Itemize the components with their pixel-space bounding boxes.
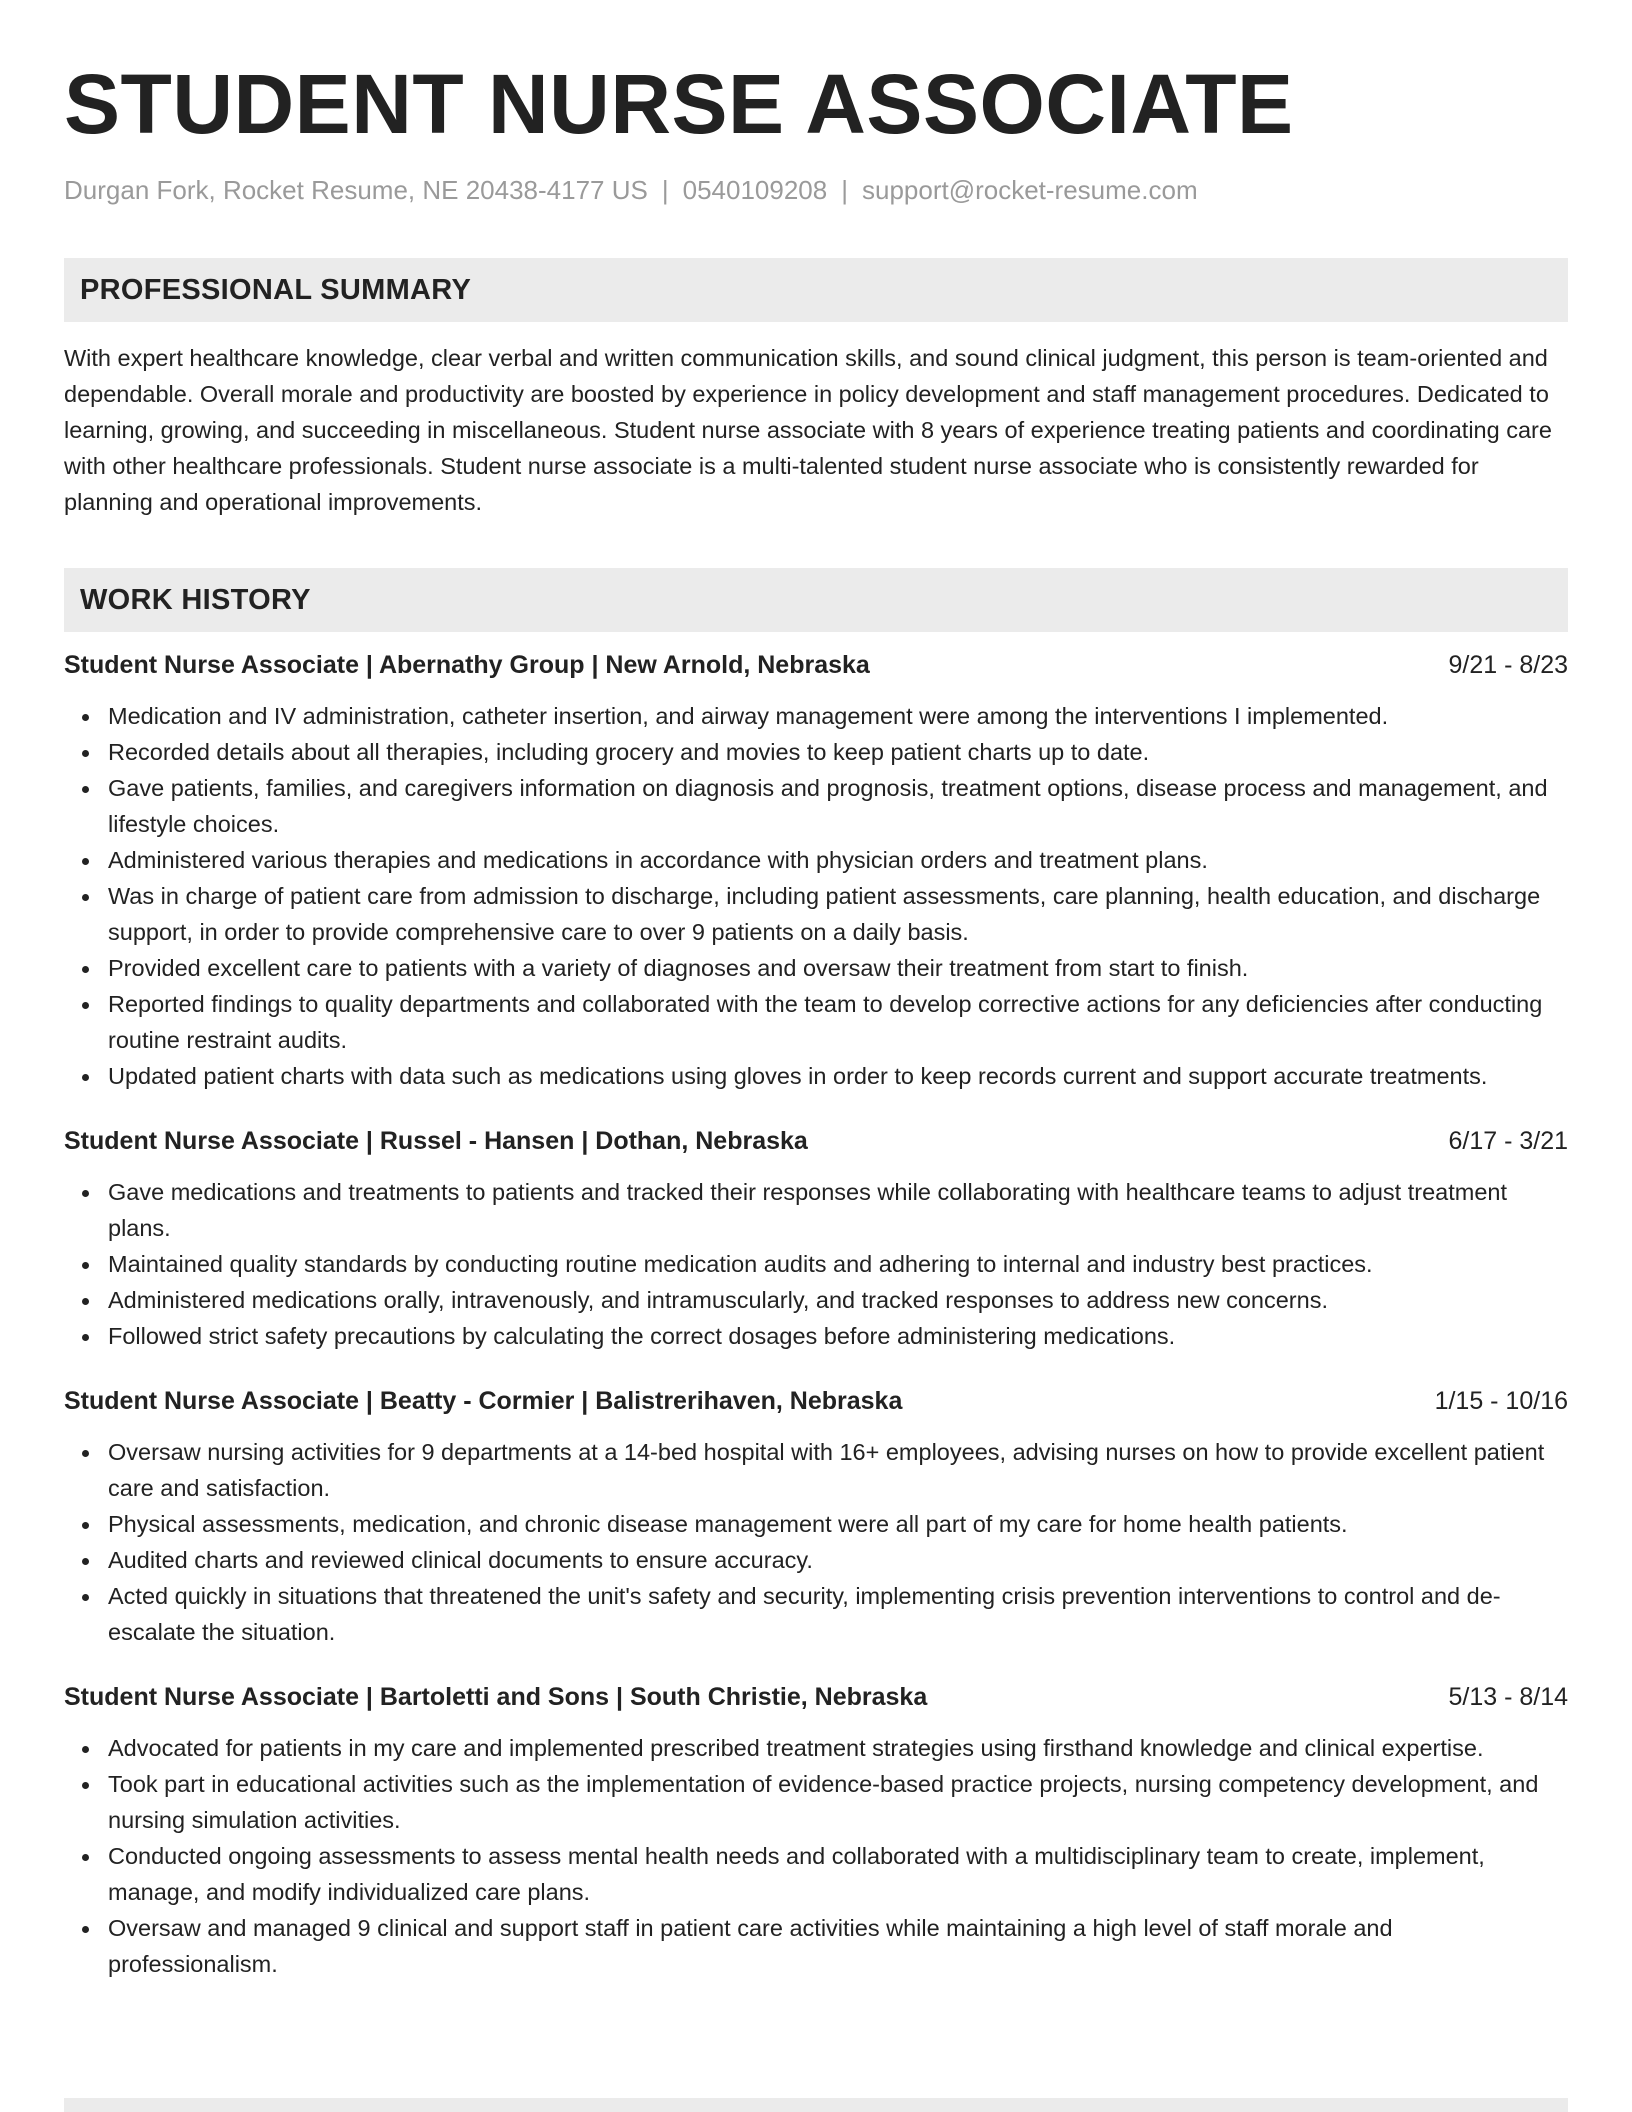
job-bullet: Physical assessments, medication, and chronic disease management were all part of my care for home health patients. — [108, 1506, 1568, 1542]
job-header — [64, 1124, 1568, 1158]
job-header — [64, 1384, 1568, 1418]
job-dates: 9/21 - 8/23 — [1448, 651, 1568, 679]
job-title: Student Nurse Associate | Russel - Hansen | Dothan, Nebraska — [64, 1127, 808, 1155]
job-bullet: Updated patient charts with data such as medications using gloves in order to keep records current and support accurate treatments. — [108, 1058, 1568, 1094]
contact-separator: | — [841, 175, 848, 205]
job-bullet: Administered medications orally, intravenously, and intramuscularly, and tracked responses to address new concerns. — [108, 1282, 1568, 1318]
job-bullet: Gave medications and treatments to patients and tracked their responses while collaborating with healthcare teams to adjust treatment plans. — [108, 1174, 1568, 1246]
job-bullet-list — [64, 1730, 1568, 1982]
job-bullet: Conducted ongoing assessments to assess mental health needs and collaborated with a multidisciplinary team to create, implement, manage, and modify individualized care plans. — [108, 1838, 1568, 1910]
job-bullet: Followed strict safety precautions by calculating the correct dosages before administering medications. — [108, 1318, 1568, 1354]
contact-line — [64, 174, 1568, 206]
contact-phone: 0540109208 — [682, 175, 828, 205]
job-entry — [64, 1384, 1568, 1650]
job-bullet: Acted quickly in situations that threatened the unit's safety and security, implementing crisis prevention interventions to control and de-escalate the situation. — [108, 1578, 1568, 1650]
job-entry — [64, 648, 1568, 1094]
job-title: Student Nurse Associate | Bartoletti and Sons | South Christie, Nebraska — [64, 1683, 928, 1711]
job-entry — [64, 1124, 1568, 1354]
job-bullet-list — [64, 1174, 1568, 1354]
next-section-header — [64, 2098, 1568, 2112]
section-header-work-history — [64, 568, 1568, 632]
job-header — [64, 648, 1568, 682]
job-bullet-list — [64, 698, 1568, 1094]
summary-text: With expert healthcare knowledge, clear verbal and written communication skills, and sound clinical judgment, this person is team-oriented and dependable. Overall morale and productivity are boosted by experience in policy development and staff management procedures. Dedicated to learning, growing, and succeeding in miscellaneous. Student nurse associate with 8 years of experience treating patients and coordinating care with other healthcare professionals. Student nurse associate is a multi-talented student nurse associate who is consistently rewarded for planning and operational improvements. — [64, 345, 1552, 515]
job-dates: 5/13 - 8/14 — [1448, 1683, 1568, 1711]
section-title: PROFESSIONAL SUMMARY — [80, 273, 472, 306]
job-bullet: Reported findings to quality departments and collaborated with the team to develop corrective actions for any deficiencies after conducting routine restraint audits. — [108, 986, 1568, 1058]
job-entry — [64, 1680, 1568, 1982]
section-title: WORK HISTORY — [80, 583, 311, 616]
job-title: Student Nurse Associate | Beatty - Cormier | Balistrerihaven, Nebraska — [64, 1387, 903, 1415]
job-dates: 1/15 - 10/16 — [1434, 1387, 1568, 1415]
job-bullet: Audited charts and reviewed clinical documents to ensure accuracy. — [108, 1542, 1568, 1578]
contact-email: support@rocket-resume.com — [861, 175, 1198, 205]
job-bullet: Recorded details about all therapies, including grocery and movies to keep patient charts up to date. — [108, 734, 1568, 770]
job-bullet: Gave patients, families, and caregivers information on diagnosis and prognosis, treatment options, disease process and management, and lifestyle choices. — [108, 770, 1568, 842]
job-bullet: Maintained quality standards by conducting routine medication audits and adhering to internal and industry best practices. — [108, 1246, 1568, 1282]
job-bullet: Administered various therapies and medications in accordance with physician orders and treatment plans. — [108, 842, 1568, 878]
job-dates: 6/17 - 3/21 — [1448, 1127, 1568, 1155]
job-bullet: Oversaw nursing activities for 9 departments at a 14-bed hospital with 16+ employees, advising nurses on how to provide excellent patient care and satisfaction. — [108, 1434, 1568, 1506]
job-header — [64, 1680, 1568, 1714]
job-title: Student Nurse Associate | Abernathy Group | New Arnold, Nebraska — [64, 651, 870, 679]
section-header-summary — [64, 258, 1568, 322]
work-history-list — [64, 648, 1568, 1982]
job-bullet: Medication and IV administration, catheter insertion, and airway management were among the interventions I implemented. — [108, 698, 1568, 734]
job-bullet: Was in charge of patient care from admission to discharge, including patient assessments, care planning, health education, and discharge support, in order to provide comprehensive care to over 9 patients on a daily basis. — [108, 878, 1568, 950]
job-bullet: Took part in educational activities such as the implementation of evidence-based practice projects, nursing competency development, and nursing simulation activities. — [108, 1766, 1568, 1838]
job-bullet: Advocated for patients in my care and implemented prescribed treatment strategies using firsthand knowledge and clinical expertise. — [108, 1730, 1568, 1766]
contact-separator: | — [661, 175, 669, 205]
contact-address: Durgan Fork, Rocket Resume, NE 20438-4177 US — [64, 175, 648, 205]
job-bullet-list — [64, 1434, 1568, 1650]
job-bullet: Provided excellent care to patients with a variety of diagnoses and oversaw their treatment from start to finish. — [108, 950, 1568, 986]
job-bullet: Oversaw and managed 9 clinical and support staff in patient care activities while maintaining a high level of staff morale and professionalism. — [108, 1910, 1568, 1982]
candidate-name: STUDENT NURSE ASSOCIATE — [64, 57, 1294, 151]
